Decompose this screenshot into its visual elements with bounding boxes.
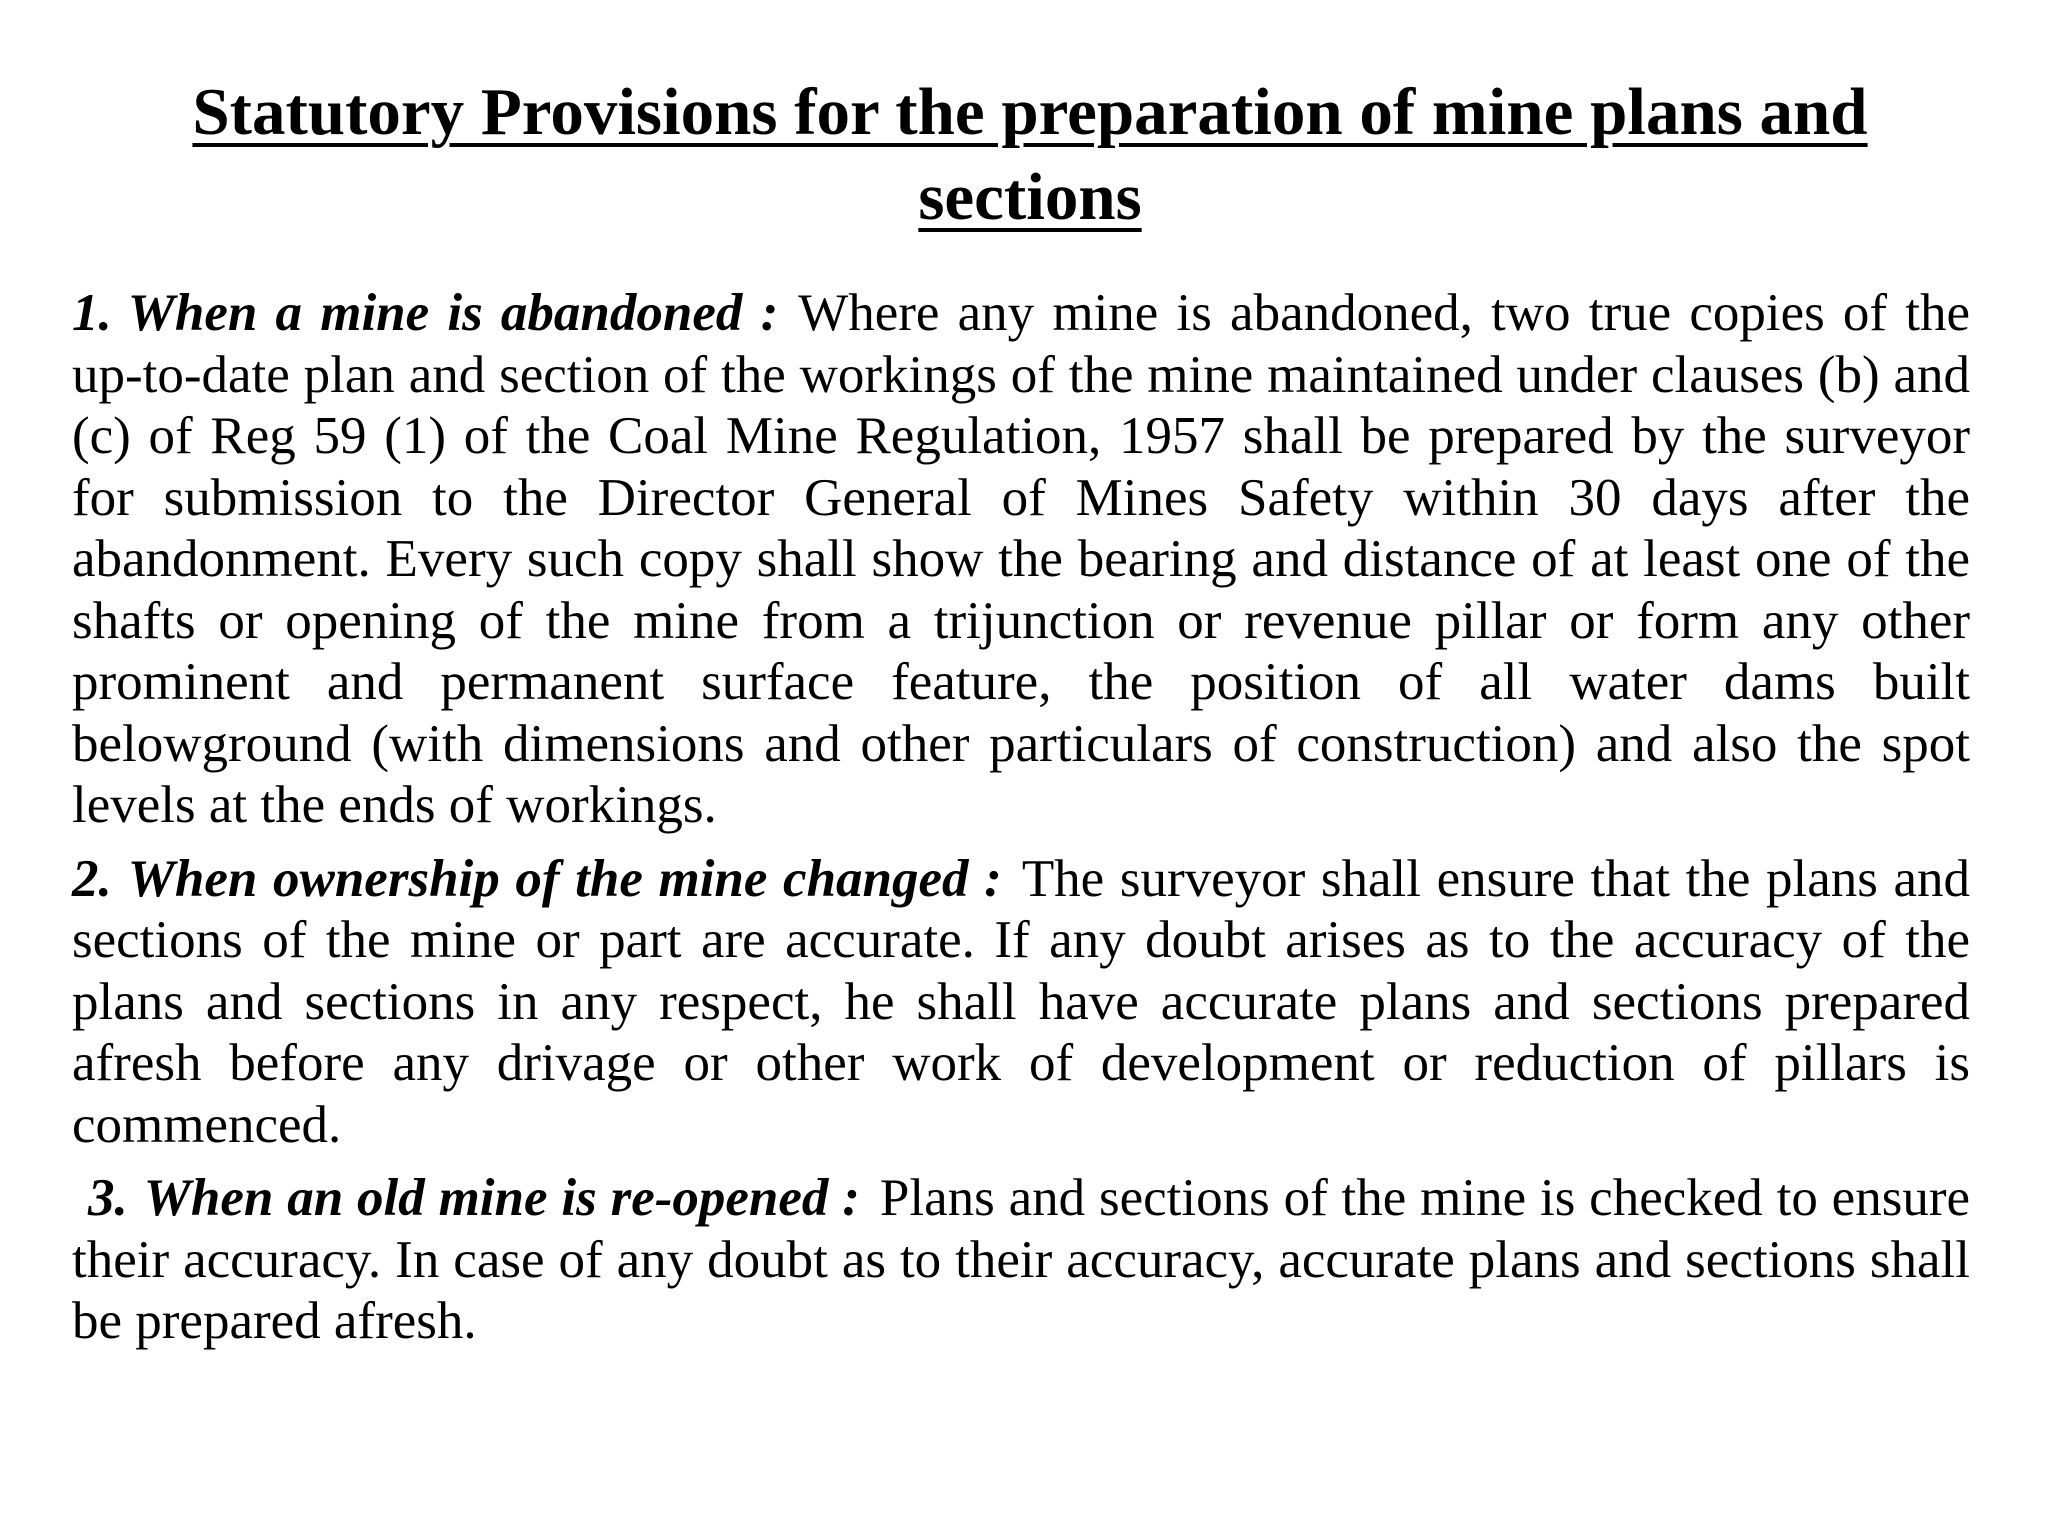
- provision-item-ownership-changed: [72, 849, 1970, 1157]
- provision-heading: [72, 850, 1022, 908]
- provision-number: 3.: [88, 1169, 128, 1227]
- provision-heading-text: When an old mine is re-opened :: [143, 1169, 860, 1227]
- provision-text: The surveyor shall ensure that the plans and sections of the mine or part are accurate. If any doubt arises as to the accuracy of the plans and sections in any respect, he shall have accurate plans and sections prepared afresh before any drivage or other work of development or reduction of pillars is commenced.: [72, 849, 1970, 1154]
- provision-heading-text: When ownership of the mine changed :: [127, 849, 1002, 908]
- provision-heading: [72, 284, 798, 342]
- provision-item-reopened: [72, 1168, 1970, 1353]
- provision-text: Where any mine is abandoned, two true copies of the up-to-date plan and section of the workings of the mine maintained under clauses (b) and (c) of Reg 59 (1) of the Coal Mine Regulation, 1957 shall be prepared by the surveyor for submission to the Director General of Mines Safety within 30 days after the abandonment. Every such copy shall show the bearing and distance of at least one of the shafts or opening of the mine from a trijunction or revenue pillar or form any other prominent and permanent surface feature, the position of all water dams built belowground (with dimensions and other particulars of construction) and also the spot levels at the ends of workings.: [72, 284, 1970, 834]
- provision-heading: [88, 1169, 880, 1227]
- page-title: Statutory Provisions for the preparation of mine plans and sections: [192, 75, 1868, 234]
- provision-text: Plans and sections of the mine is checked to ensure their accuracy. In case of any doubt as to their accuracy, accurate plans and sections shall be prepared afresh.: [72, 1169, 1970, 1350]
- provision-number: 2.: [72, 849, 112, 908]
- provision-heading-text: When a mine is abandoned :: [127, 284, 779, 342]
- provisions-list: [72, 283, 1970, 1353]
- provision-number: 1.: [72, 284, 112, 342]
- provision-item-abandoned: [72, 283, 1970, 837]
